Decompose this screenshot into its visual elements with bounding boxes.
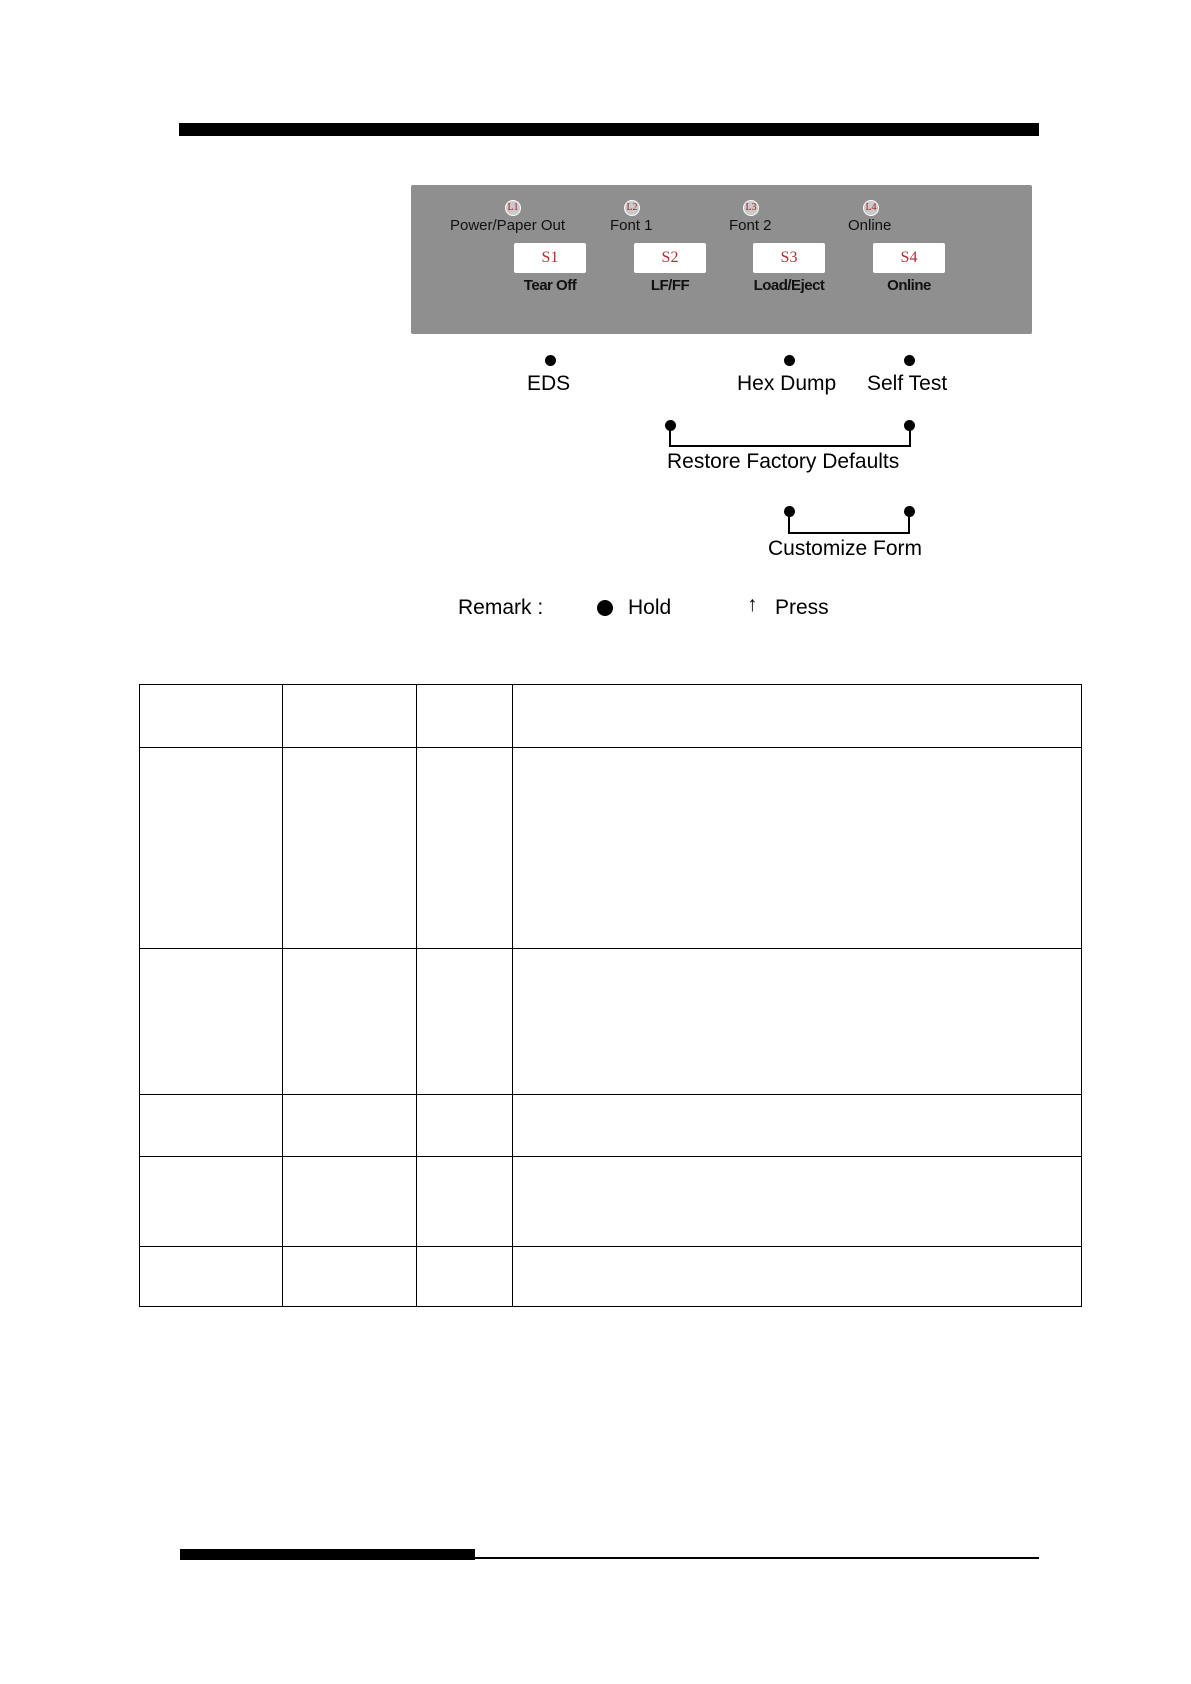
press-legend-label: Press bbox=[775, 596, 829, 619]
table-column-divider bbox=[282, 685, 283, 1306]
hex-dump-label: Hex Dump bbox=[737, 372, 837, 395]
header-rule bbox=[179, 123, 1039, 136]
led-label-font-1: Font 1 bbox=[610, 217, 653, 234]
led-indicator-l2: L2 bbox=[624, 200, 640, 216]
operator-panel bbox=[411, 185, 1032, 334]
footer-rule-thick bbox=[180, 1549, 475, 1560]
footer-rule-thin bbox=[475, 1557, 1039, 1559]
eds-label: EDS bbox=[527, 372, 571, 395]
hold-legend-dot-icon bbox=[597, 600, 613, 616]
self-test-label: Self Test bbox=[867, 372, 948, 395]
hold-legend-label: Hold bbox=[628, 596, 672, 619]
led-label-power-paper-out: Power/Paper Out bbox=[450, 217, 566, 234]
table-column-divider bbox=[512, 685, 513, 1306]
switch-s4-function: Online bbox=[887, 277, 931, 294]
hold-dot-s1 bbox=[545, 355, 556, 366]
restore-factory-defaults-label: Restore Factory Defaults bbox=[667, 450, 900, 473]
press-arrow-icon: ↑ bbox=[747, 593, 758, 616]
customize-form-label: Customize Form bbox=[768, 537, 923, 560]
table-row-divider bbox=[140, 1246, 1081, 1247]
led-indicator-l3: L3 bbox=[743, 200, 759, 216]
hold-dot-s3 bbox=[784, 355, 795, 366]
table-row-divider bbox=[140, 1094, 1081, 1095]
hold-dot-s4 bbox=[904, 355, 915, 366]
switch-s2-button[interactable]: S2 bbox=[634, 243, 706, 273]
customize-form-bracket bbox=[788, 512, 910, 534]
switch-s3-function: Load/Eject bbox=[753, 277, 825, 294]
switch-s2-function: LF/FF bbox=[650, 277, 690, 294]
led-indicator-l1: L1 bbox=[505, 200, 521, 216]
function-table bbox=[139, 684, 1082, 1307]
table-row-divider bbox=[140, 1156, 1081, 1157]
switch-s1-button[interactable]: S1 bbox=[514, 243, 586, 273]
restore-defaults-bracket bbox=[669, 426, 911, 447]
led-label-online: Online bbox=[848, 217, 892, 234]
switch-s4-button[interactable]: S4 bbox=[873, 243, 945, 273]
switch-s3-button[interactable]: S3 bbox=[753, 243, 825, 273]
table-row-divider bbox=[140, 948, 1081, 949]
remark-label: Remark : bbox=[458, 596, 544, 619]
table-row-divider bbox=[140, 747, 1081, 748]
switch-s1-function: Tear Off bbox=[523, 277, 577, 294]
led-indicator-l4: L4 bbox=[863, 200, 879, 216]
table-column-divider bbox=[416, 685, 417, 1306]
led-label-font-2: Font 2 bbox=[729, 217, 772, 234]
